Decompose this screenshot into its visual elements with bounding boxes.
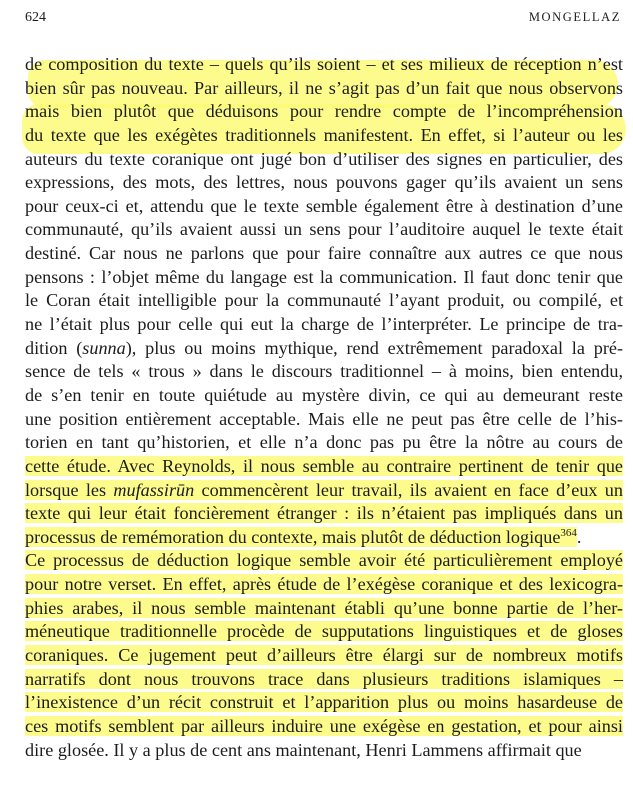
- text-segment: phies arabes, il nous semble maintenant établi qu’une bonne partie de l’her-: [25, 597, 623, 618]
- text-body: [25, 53, 623, 762]
- text-segment: Ce processus de déduction logique semble avoir été particulièrement employé: [25, 550, 623, 571]
- text-line: [25, 668, 623, 692]
- text-line: [25, 455, 623, 479]
- text-line: [25, 337, 623, 361]
- text-segment: ces motifs semblent par ailleurs induire une exégèse en gestation, et pour ainsi: [25, 715, 623, 736]
- text-line: une position entièrement acceptable. Mais elle ne peut pas être celle de l’his-: [25, 408, 623, 429]
- text-line: [25, 549, 623, 573]
- text-line: [25, 691, 623, 715]
- text-line: destiné. Car nous ne parlons que pour faire connaître aux autres ce que nous: [25, 243, 623, 264]
- text-segment: processus de remémoration du contexte, mais plutôt de déduction logique: [25, 526, 561, 547]
- text-line: de composition du texte – quels qu’ils soient – et ses milieux de réception n’est: [25, 54, 623, 74]
- text-line: [25, 620, 623, 644]
- text-segment: pour notre verset. En effet, après étude de l’exégèse coranique et des lexicogra-: [25, 574, 623, 595]
- text-segment: texte qui leur était foncièrement étranger : ils n’étaient pas impliqués dans un: [25, 503, 623, 524]
- text-line: [25, 502, 623, 526]
- text-line: [25, 715, 623, 739]
- page-number: 624: [25, 10, 46, 25]
- text-segment: dition (: [25, 337, 83, 358]
- text-line: [25, 479, 623, 503]
- text-segment: commencèrent leur travail, ils avaient en face d’eux un: [194, 479, 623, 500]
- text-line: le Coran était intelligible pour la communauté l’ayant produit, ou compilé, et: [25, 290, 623, 311]
- text-line: [25, 597, 623, 621]
- text-line: [25, 644, 623, 668]
- text-line: du texte que les exégètes traditionnels manifestent. En effet, si l’auteur ou les: [25, 124, 623, 145]
- text-line: auteurs du texte coranique ont jugé bon d’utiliser des signes en particulier, des: [25, 148, 623, 169]
- text-segment: cette étude. Avec Reynolds, il nous semble au contraire pertinent de tenir que: [25, 455, 623, 476]
- text-line: [25, 526, 623, 550]
- text-segment: coraniques. Ce jugement peut d’ailleurs être élargi sur de nombreux motifs: [25, 645, 623, 666]
- text-line: de s’en tenir en toute quiétude au mystère divin, ce qui au demeurant reste: [25, 384, 623, 405]
- text-line: [25, 739, 623, 763]
- footnote-reference[interactable]: 364: [560, 526, 577, 539]
- text-segment: ), plus ou moins mythique, rend extrêmement paradoxal la pré-: [125, 337, 624, 358]
- text-line: pensons : l’objet même du langage est la communication. Il faut donc tenir que: [25, 266, 623, 287]
- text-segment: .: [576, 526, 582, 547]
- text-segment: méneutique traditionnelle procède de supputations linguistiques et de gloses: [25, 621, 623, 642]
- text-line: pour ceux-ci et, attendu que le texte semble également être à destination d’une: [25, 195, 623, 216]
- text-segment: lorsque les: [25, 479, 114, 500]
- text-line: mais bien plutôt que déduisons pour rendre compte de l’incompréhension: [25, 101, 623, 122]
- text-segment: l’inexistence d’un récit construit et l’apparition plus ou moins hasardeuse de: [25, 692, 623, 713]
- text-line: expressions, des mots, des lettres, nous pouvons gager qu’ils avaient un sens: [25, 172, 623, 193]
- text-line: communauté, qu’ils avaient aussi un sens pour l’auditoire auquel le texte était: [25, 219, 623, 240]
- text-line: bien sûr pas nouveau. Par ailleurs, il ne s’agit pas d’un fait que nous observons: [25, 77, 623, 98]
- running-head: MONGELLAZ: [528, 10, 621, 24]
- page-header: [25, 10, 621, 32]
- text-line: [25, 573, 623, 597]
- text-segment: dire glosée. Il y a plus de cent ans maintenant, Henri Lammens affirmait que: [25, 739, 582, 760]
- italic-term: mufassirūn: [113, 479, 195, 500]
- text-line: torien en tant qu’historien, et elle n’a donc pas pu être la nôtre au cours de: [25, 432, 623, 453]
- text-line: sence de tels « trous » dans le discours traditionnel – à moins, bien entendu,: [25, 361, 623, 382]
- text-line: ne l’était plus pour celle qui eut la charge de l’interpréter. Le principe de tra-: [25, 314, 623, 335]
- text-segment: narratifs dont nous trouvons trace dans plusieurs traditions islamiques –: [25, 668, 623, 689]
- italic-term: sunna: [82, 337, 126, 358]
